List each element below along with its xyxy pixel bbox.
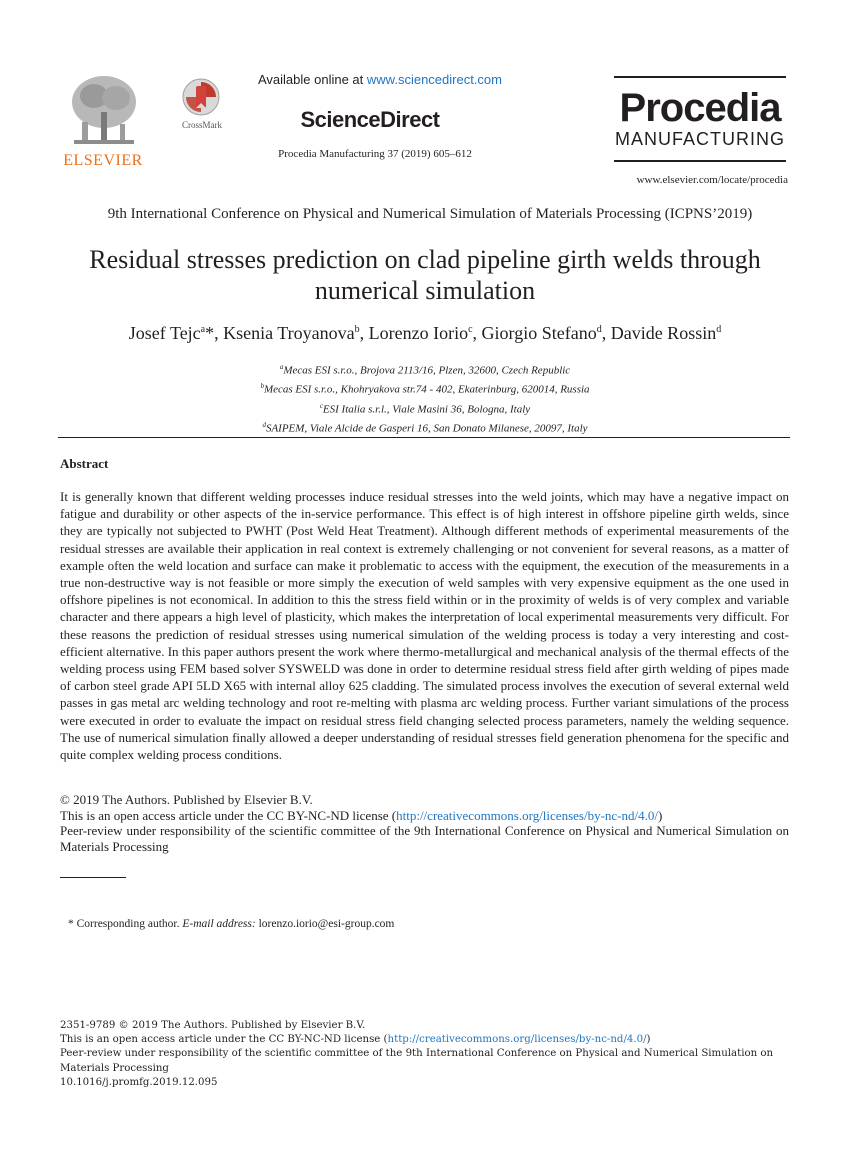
issn-line: 2351-9789 © 2019 The Authors. Published by Elsevier B.V. — [60, 1020, 366, 1031]
bottom-open-access-line — [60, 1033, 790, 1047]
abstract-heading: Abstract — [60, 456, 109, 471]
author-name: Davide Rossin — [610, 323, 717, 343]
author-name: Giorgio Stefano — [481, 323, 597, 343]
author-affil-sup: d — [596, 324, 602, 335]
affiliation — [100, 379, 750, 398]
abstract-body: It is generally known that different welding processes induce residual stresses into the weld joints, which may have a negative impact on fatigue and durability or other aspects of the in-service performance. This effect is of high interest in offshore pipeline girth welds, since they are typically not subjected to PWHT (Post Weld Heat Treatment). Although different methods of experimental measurements of the residual stresses are available their application in real context is extremely challenging or not convenient for several reasons, as a matter of example often the weld location and surface can make it problematic to access with the equipment, the execution of the measurements in a true non-destructive way is not feasible or more simply the execution of weld samples with very expensive equipment as the one used in offshore pipelines is not economical. In addition to this the stress field within or in the proximity of welds is of very complex and variable character and there appears a high level of plasticity, which makes the interpretation of local experimental measurements very difficult. For these reasons the prediction of residual stresses using numerical simulation of the welding process is today a very interesting and cost-efficient alternative. In this paper authors present the work where thermo-metallurgical and mechanical analysis of the thermal effects of the welding process using FEM based solver SYSWELD was done in order to determine residual stress field after girth welding of pipes made of carbon steel grade API 5LD X65 with internal alloy 625 cladding. The simulated process involves the execution of several external weld passes in gas metal arc welding technology and root re-melting with plasma arc welding process. Further variant simulations of the process were executed in order to evaluate the impact on residual stress field changing selected process parameters, namely the welding sequence. The use of numerical simulation finally allowed a deeper understanding of residual stresses field generation phenomena for the specific and quite complex welding process conditions. — [60, 489, 789, 763]
author-affil-sup: c — [468, 324, 473, 335]
affiliation-sup: a — [279, 363, 284, 371]
elsevier-wordmark: ELSEVIER — [63, 152, 143, 169]
bottom-publication-info — [60, 1019, 790, 1090]
affiliation — [100, 360, 750, 379]
email-address[interactable]: lorenzo.iorio@esi-group.com — [255, 918, 395, 930]
section-divider — [58, 437, 790, 438]
author-affil-sup: b — [354, 324, 360, 335]
author-mark: * — [205, 323, 215, 343]
affiliation-text: SAIPEM, Viale Alcide de Gasperi 16, San Donato Milanese, 20097, Italy — [265, 423, 588, 436]
journal-logo-subtitle: MANUFACTURING — [615, 129, 785, 149]
footnote-rule — [60, 877, 126, 878]
author-name: Josef Tejc — [128, 323, 201, 343]
open-access-line — [60, 808, 789, 824]
corresponding-author-footnote — [68, 918, 394, 930]
elsevier-tree-icon — [64, 72, 142, 150]
conference-name: 9th International Conference on Physical and Numerical Simulation of Materials Processing (ICPNS’2019) — [107, 206, 753, 222]
elsevier-logo — [58, 72, 148, 167]
paper-title: Residual stresses prediction on clad pipeline girth welds through numerical simulation — [89, 245, 761, 305]
available-prefix: Available online at — [257, 72, 367, 87]
crossmark-label: CrossMark — [182, 120, 222, 130]
crossmark-logo[interactable] — [172, 78, 232, 136]
footnote-prefix: * Corresponding author. — [68, 918, 183, 930]
affiliation-text: ESI Italia s.r.l., Viale Masini 36, Bologna, Italy — [322, 403, 531, 416]
open-access-suffix: ) — [657, 807, 663, 823]
journal-logo-bottom-rule — [614, 160, 786, 162]
affiliation — [100, 399, 750, 418]
author-affil-sup: a — [200, 324, 206, 335]
email-label: E-mail address: — [182, 918, 256, 930]
affiliation-sup: d — [262, 421, 266, 430]
license-block — [60, 792, 789, 854]
bottom-license-link[interactable]: http://creativecommons.org/licenses/by-nc-nd/4.0/ — [387, 1034, 647, 1046]
sciencedirect-link[interactable]: www.sciencedirect.com — [366, 72, 502, 87]
journal-logo-title: Procedia — [619, 86, 781, 130]
author-name: Ksenia Troyanova — [223, 323, 355, 343]
journal-url[interactable]: www.elsevier.com/locate/procedia — [636, 174, 788, 186]
peer-review-line: Peer-review under responsibility of the scientific committee of the 9th International Conference on Physical and Numerical Simulation on Materials Processing — [60, 823, 789, 854]
sciencedirect-wordmark: ScienceDirect — [300, 107, 440, 132]
affiliation-sup: c — [319, 401, 323, 410]
bottom-open-access-prefix: This is an open access article under the CC BY-NC-ND license ( — [60, 1034, 388, 1046]
available-online — [245, 72, 515, 87]
affiliation-text: Mecas ESI s.r.o., Khohryakova str.74 - 402, Ekaterinburg, 620014, Russia — [263, 384, 590, 397]
crossmark-icon — [182, 78, 220, 116]
journal-reference: Procedia Manufacturing 37 (2019) 605–612 — [278, 148, 472, 160]
author-name: Lorenzo Iorio — [368, 323, 469, 343]
bottom-peer-review-line: Peer-review under responsibility of the scientific committee of the 9th International Conference on Physical and Numerical Simulation on Materials Processing — [60, 1048, 774, 1074]
doi-line[interactable]: 10.1016/j.promfg.2019.12.095 — [60, 1076, 218, 1088]
affiliation — [100, 418, 750, 437]
open-access-prefix: This is an open access article under the CC BY-NC-ND license ( — [60, 807, 397, 823]
bottom-open-access-suffix: ) — [646, 1034, 651, 1046]
affiliation-text: Mecas ESI s.r.o., Brojova 2113/16, Plzen, 32600, Czech Republic — [283, 364, 571, 377]
affiliation-sup: b — [260, 382, 264, 391]
author-affil-sup: d — [716, 324, 722, 335]
license-link[interactable]: http://creativecommons.org/licenses/by-nc-nd/4.0/ — [396, 807, 658, 823]
copyright-line: © 2019 The Authors. Published by Elsevier B.V. — [60, 792, 313, 807]
affiliation-list — [100, 360, 750, 438]
journal-logo-top-rule — [614, 76, 786, 78]
author-list: Josef Tejc$^a$*, Ksenia Troyanova$^b$, Lorenzo Iorio$^c$, Giorgio Stefano$^d$, Davide Rossin$^d$ — [128, 323, 722, 343]
